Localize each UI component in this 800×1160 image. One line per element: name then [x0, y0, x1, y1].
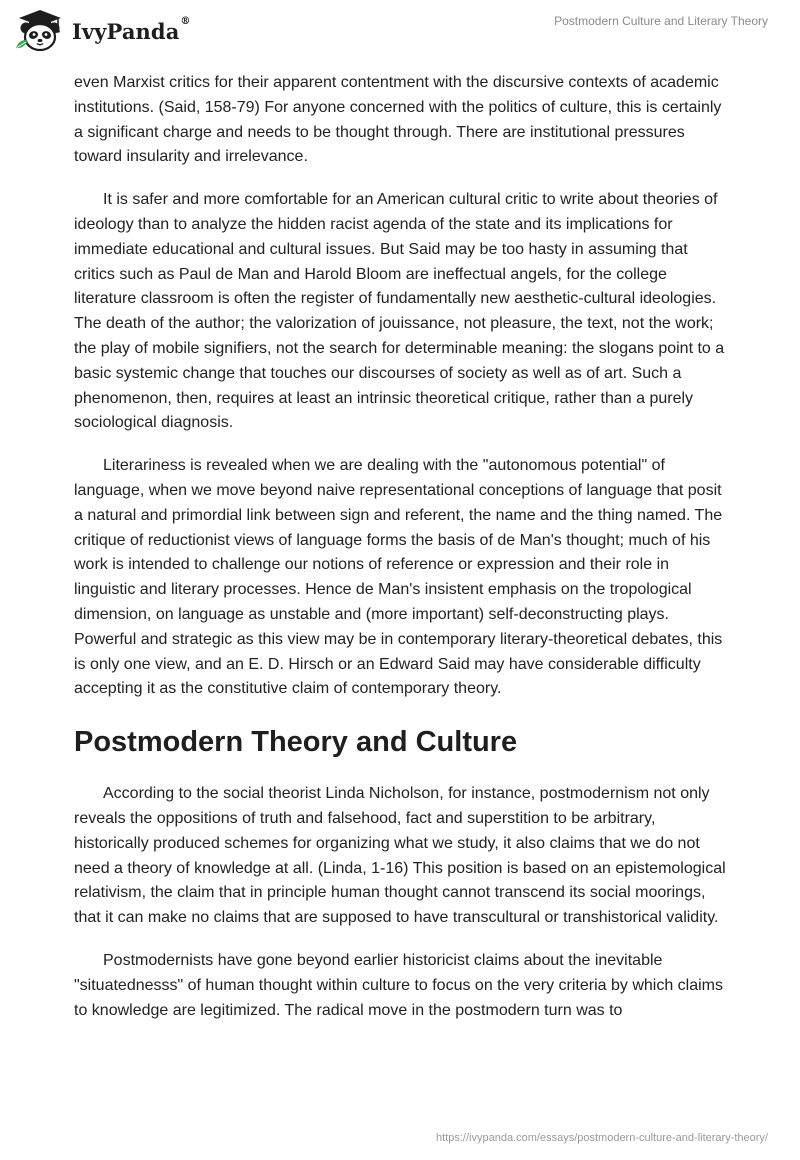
- panda-graduate-icon: [14, 8, 66, 52]
- logo-name: IvyPanda: [72, 18, 180, 44]
- section-heading: Postmodern Theory and Culture: [74, 726, 518, 759]
- paragraph-4: According to the social theorist Linda Nicholson, for instance, postmodernism not only reveals the oppositions of truth and falsehood, fact and superstition to be arbitrary, historically produced schemes for organizing what we study, it also claims that we do not need a theory of knowledge at all. (Linda, 1-16) This position is based on an epistemological relativism, the claim that in principle human thought cannot transcend its social moorings, that it can make no claims that are supposed to have transcultural or transhistorical validity.: [74, 785, 726, 927]
- paragraph-2: It is safer and more comfortable for an American cultural critic to write about theories of ideology than to analyze the hidden racist agenda of the state and its implications for immediate educational and cultural issues. But Said may be too hasty in assuming that critics such as Paul de Man and Harold Bloom are ineffectual angels, for the college literature classroom is often the register of fundamentally new aesthetic-cultural ideologies. The death of the author; the valorization of jouissance, not pleasure, the text, not the work; the play of mobile signifiers, not the search for determinable meaning: the slogans point to a basic systemic change that touches our discourses of society as well as of art. Such a phenomenon, then, requires at least an intrinsic theoretical critique, rather than a purely sociological diagnosis.: [74, 191, 725, 432]
- registered-mark: ®: [180, 15, 191, 27]
- paragraph-3: Literariness is revealed when we are dealing with the "autonomous potential" of language, when we move beyond naive representational conceptions of language that posit a natural and primordial link between sign and referent, the name and the thing named. The critique of reductionist views of language forms the basis of de Man's thought; much of his work is intended to challenge our notions of reference or expression and their role in linguistic and literary processes. Hence de Man's insistent emphasis on the tropological dimension, on language as unstable and (more important) self-deconstructing plays. Powerful and strategic as this view may be in contemporary literary-theoretical debates, this is only one view, and an E. D. Hirsch or an Edward Said may have considerable difficulty accepting it as the constitutive claim of contemporary theory.: [74, 457, 723, 698]
- paragraph-1: even Marxist critics for their apparent contentment with the discursive contexts of academic institutions. (Said, 158-79) For anyone concerned with the politics of culture, this is certainly a significant charge and needs to be thought through. There are institutional pressures toward insularity and irrelevance.: [74, 74, 722, 166]
- essay-body: [74, 71, 726, 1041]
- logo-wordmark: [72, 15, 191, 44]
- source-url[interactable]: https://ivypanda.com/essays/postmodern-culture-and-literary-theory/: [436, 1132, 768, 1144]
- paragraph-5: Postmodernists have gone beyond earlier historicist claims about the inevitable "situatednesss" of human thought within culture to focus on the very criteria by which claims to knowledge are legitimized. The radical move in the postmodern turn was to: [74, 951, 724, 1019]
- page-header: [0, 0, 800, 60]
- ivypanda-logo[interactable]: [14, 8, 191, 52]
- running-title: Postmodern Culture and Literary Theory: [554, 14, 768, 28]
